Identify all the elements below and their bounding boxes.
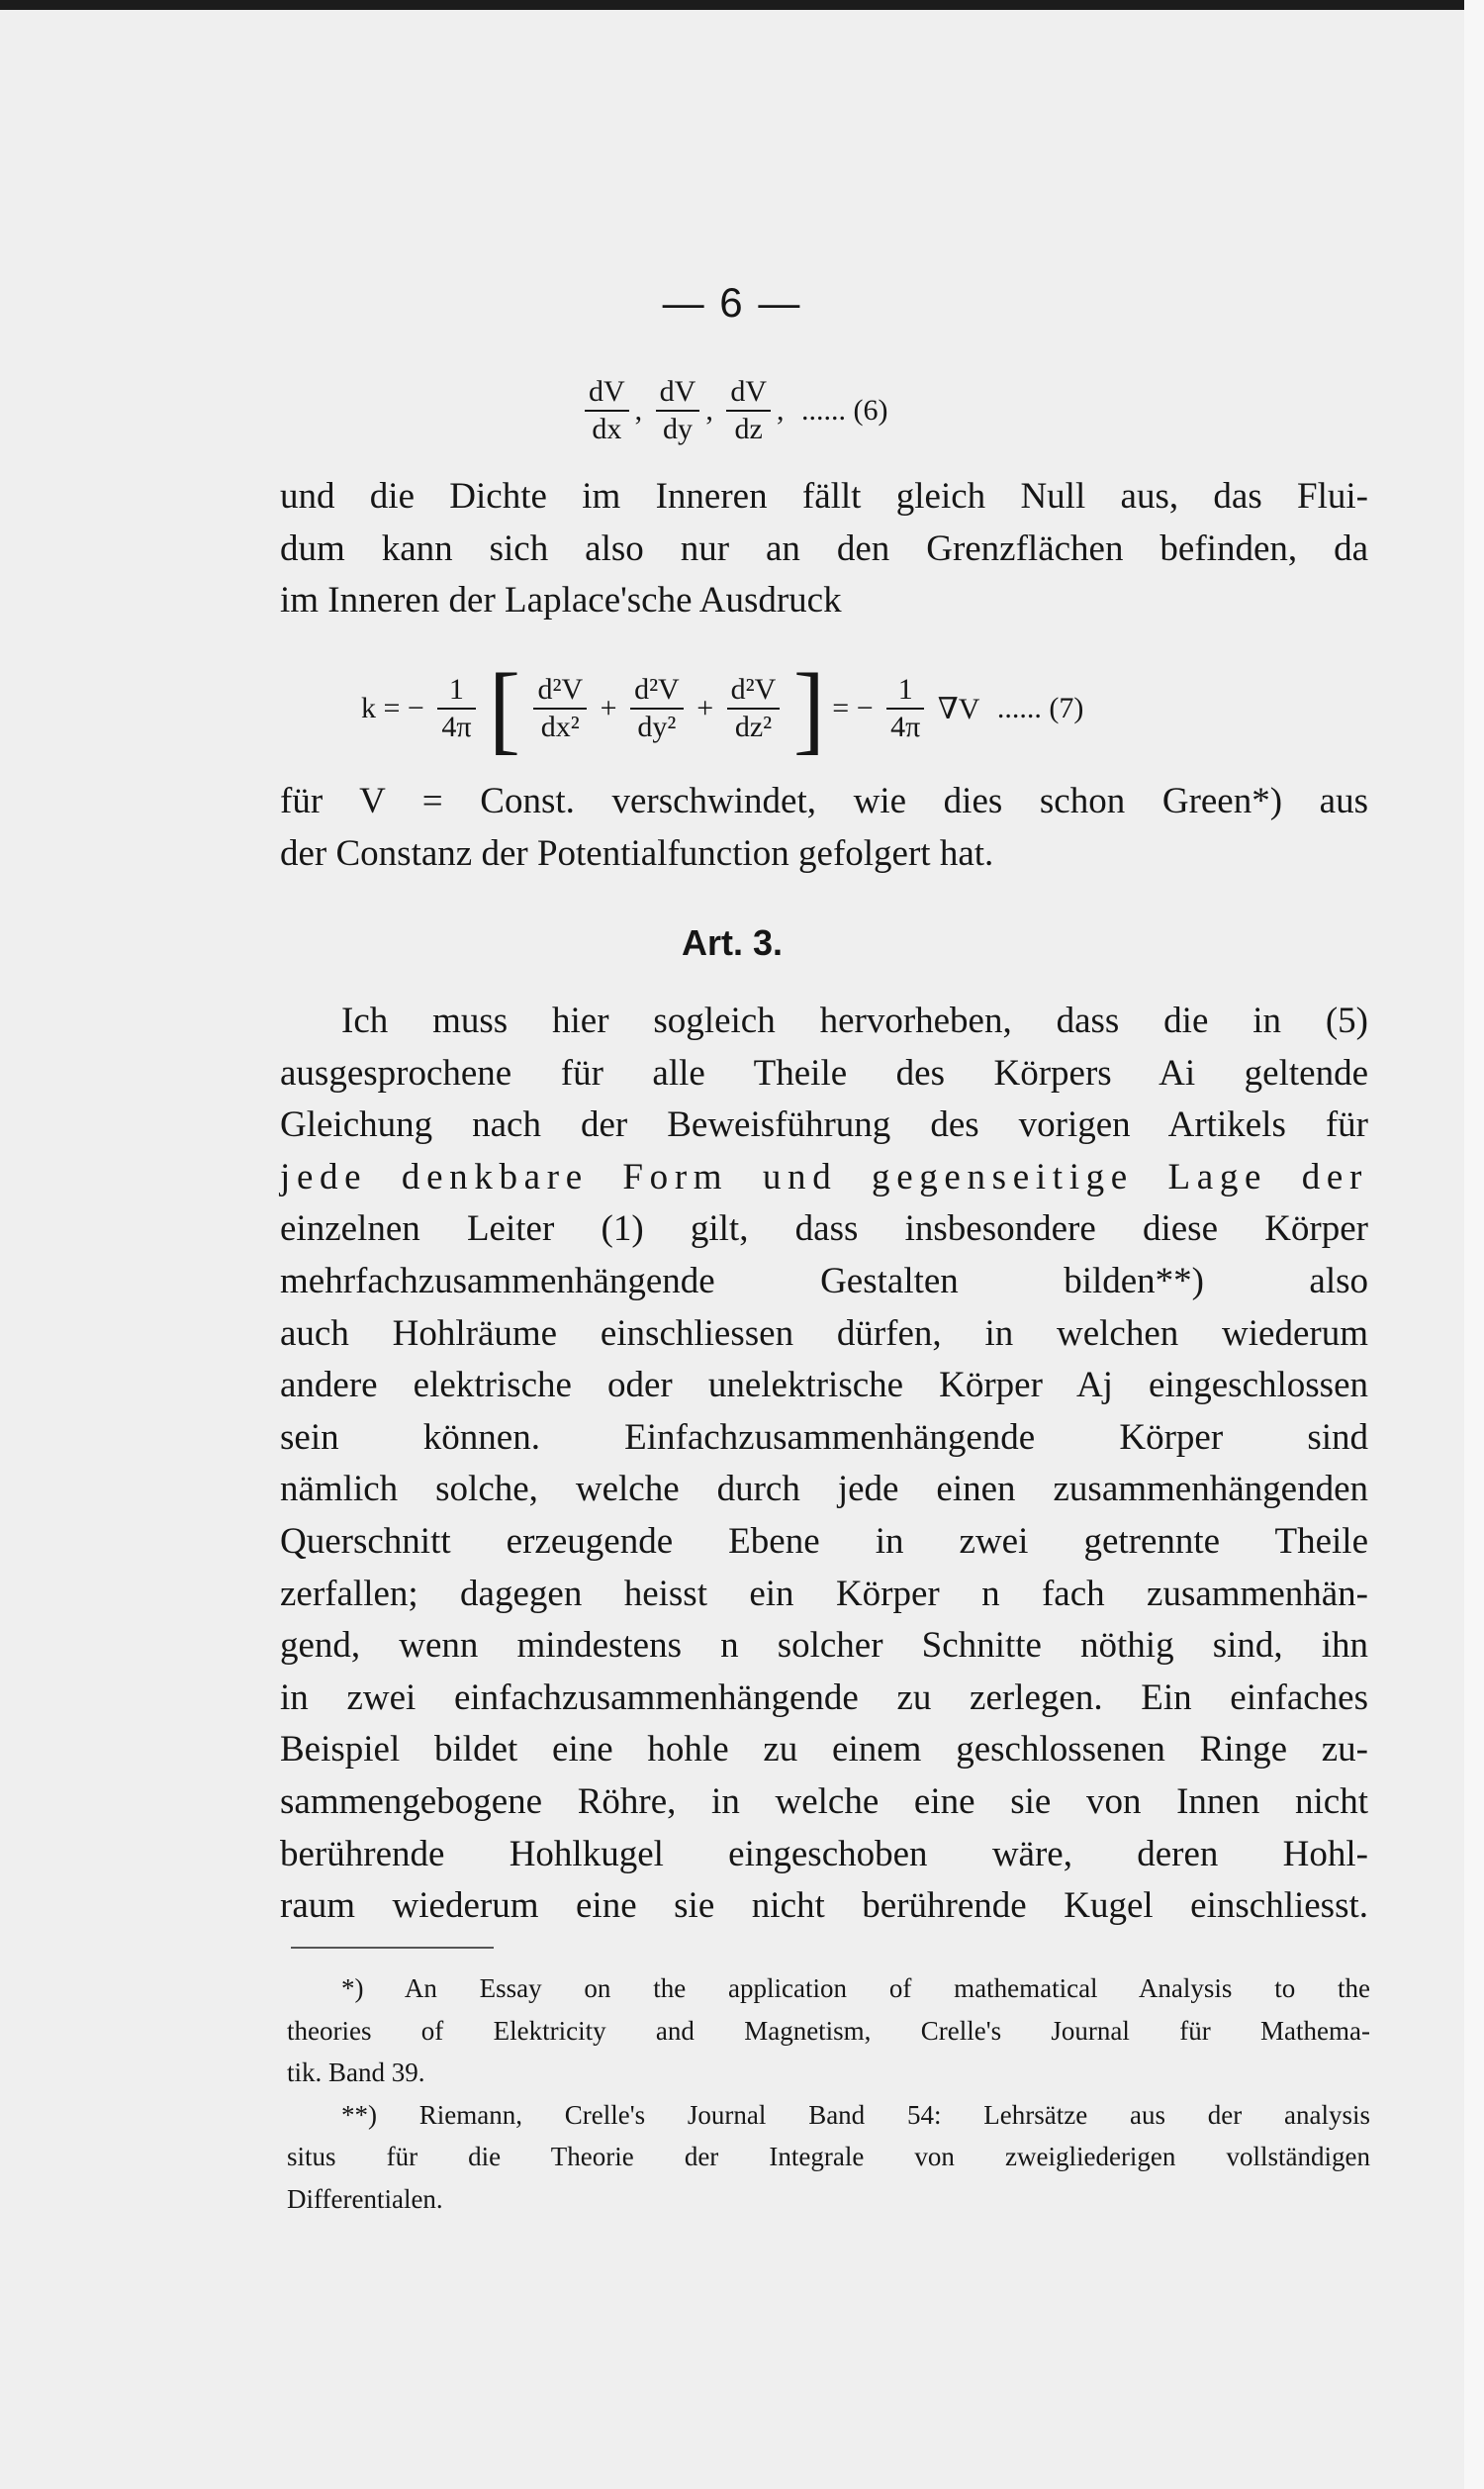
page-number: — 6 — <box>662 279 802 326</box>
eq7-term2-denominator: dy² <box>637 711 677 743</box>
eq7-coefficient <box>437 672 475 745</box>
eq7-coef-denominator: 4π <box>441 711 472 743</box>
eq7-plus-1: + <box>600 692 617 724</box>
footnote-separator <box>291 1947 494 1949</box>
eq7-bracket-close: ] <box>792 652 825 764</box>
eq7-bracket-open: [ <box>489 652 520 764</box>
eq7-term-1 <box>533 672 587 745</box>
eq7-term1-numerator: d²V <box>533 672 587 710</box>
paragraph-3-line: andere elektrische oder unelektrische Körper Aj eingeschlossen <box>280 1365 1368 1406</box>
paragraph-3-line: einzelnen Leiter (1) gilt, dass insbesondere diese Körper <box>280 1208 1368 1250</box>
paragraph-2-line-1: für V = Const. verschwindet, wie dies schon Green*) aus <box>280 781 1368 821</box>
equation-6 <box>579 374 888 447</box>
eq7-term-3 <box>727 672 781 745</box>
footnote-1-line: *) An Essay on the application of mathematical Analysis to the <box>341 1973 1370 2003</box>
eq7-term3-numerator: d²V <box>727 672 781 710</box>
paragraph-1-line-1: und die Dichte im Inneren fällt gleich Null aus, das Flui- <box>280 476 1368 517</box>
paragraph-3-line: nämlich solche, welche durch jede einen zusammenhängenden <box>280 1469 1368 1510</box>
section-heading: Art. 3. <box>681 922 784 963</box>
eq6-comma-3: , <box>777 394 785 427</box>
paragraph-3-line: Gleichung nach der Beweisführung des vorigen Artikels für <box>280 1104 1368 1146</box>
paragraph-3-line: zerfallen; dagegen heisst ein Körper n fach zusammenhän- <box>280 1573 1368 1614</box>
footnote-2-line: Differentialen. <box>287 2183 443 2214</box>
eq7-coef2-numerator: 1 <box>886 672 924 710</box>
paragraph-3-line: raum wiederum eine sie nicht berührende Kugel einschliesst. <box>280 1885 1368 1927</box>
eq6-fraction-1 <box>585 374 629 447</box>
eq7-coef2-denominator: 4π <box>890 711 921 743</box>
paragraph-3-line: jede denkbare Form und gegenseitige Lage der <box>280 1156 1368 1197</box>
paragraph-1-line-3: im Inneren der Laplace'sche Ausdruck <box>280 580 842 622</box>
paragraph-3-line: berührende Hohlkugel eingeschoben wäre, deren Hohl- <box>280 1833 1368 1874</box>
footnotes <box>287 1967 1370 2220</box>
paragraph-3 <box>280 996 1368 1933</box>
footnote-2-line: situs für die Theorie der Integrale von zweigliederigen vollständigen <box>287 2142 1370 2171</box>
eq7-term-2 <box>630 672 684 745</box>
eq7-nabla: ∇V <box>937 692 980 725</box>
paragraph-3-line: Ich muss hier sogleich hervorheben, dass die in (5) <box>341 1001 1368 1041</box>
page-edge <box>1464 0 1484 2489</box>
eq7-equals-minus: = − <box>832 692 874 724</box>
eq7-term3-denominator: dz² <box>734 711 773 743</box>
footnote-1-line: tik. Band 39. <box>287 2058 425 2087</box>
eq6-comma-1: , <box>634 394 643 427</box>
eq6-frac1-numerator: dV <box>585 374 629 412</box>
paragraph-1 <box>280 471 1368 627</box>
footnote-2-line: **) Riemann, Crelle's Journal Band 54: Lehrsätze aus der analysis <box>341 2099 1370 2130</box>
eq7-coef-numerator: 1 <box>437 672 475 710</box>
paragraph-3-line: ausgesprochene für alle Theile des Körpers Ai geltende <box>280 1052 1368 1094</box>
paragraph-3-line: in zwei einfachzusammenhängende zu zerlegen. Ein einfaches <box>280 1676 1368 1718</box>
footnote-1-line: theories of Elektricity and Magnetism, Crelle's Journal für Mathema- <box>287 2015 1370 2046</box>
eq7-plus-2: + <box>696 692 714 724</box>
eq7-term2-numerator: d²V <box>630 672 684 710</box>
paragraph-3-line: mehrfachzusammenhängende Gestalten bilden**) also <box>280 1260 1368 1301</box>
paragraph-2-line-2: der Constanz der Potentialfunction gefolgert hat. <box>280 832 994 874</box>
paragraph-3-line: gend, wenn mindestens n solcher Schnitte nöthig sind, ihn <box>280 1625 1368 1667</box>
eq6-label: ...... (6) <box>801 394 888 427</box>
paragraph-3-line: sein können. Einfachzusammenhängende Körper sind <box>280 1416 1368 1458</box>
paragraph-3-line: sammengebogene Röhre, in welche eine sie von Innen nicht <box>280 1780 1368 1822</box>
paragraph-2 <box>280 776 1368 880</box>
eq7-lhs: k = − <box>361 692 424 724</box>
eq6-frac2-numerator: dV <box>656 374 700 412</box>
eq6-frac3-numerator: dV <box>726 374 771 412</box>
paragraph-3-line: Querschnitt erzeugende Ebene in zwei getrennte Theile <box>280 1520 1368 1562</box>
paragraph-3-line: Beispiel bildet eine hohle zu einem geschlossenen Ringe zu- <box>280 1729 1368 1771</box>
eq6-fraction-3 <box>726 374 771 447</box>
eq7-term1-denominator: dx² <box>540 711 580 743</box>
eq6-comma-2: , <box>705 394 713 427</box>
eq7-label: ...... (7) <box>996 692 1084 724</box>
paragraph-1-line-2: dum kann sich also nur an den Grenzflächen befinden, da <box>280 527 1368 569</box>
eq6-frac3-denominator: dz <box>734 413 763 445</box>
eq7-coefficient-2 <box>886 672 924 745</box>
equation-7 <box>361 652 1084 764</box>
paragraph-3-line: auch Hohlräume einschliessen dürfen, in welchen wiederum <box>280 1312 1368 1354</box>
eq6-frac2-denominator: dy <box>663 413 693 445</box>
eq6-fraction-2 <box>656 374 700 447</box>
eq6-frac1-denominator: dx <box>592 413 622 445</box>
